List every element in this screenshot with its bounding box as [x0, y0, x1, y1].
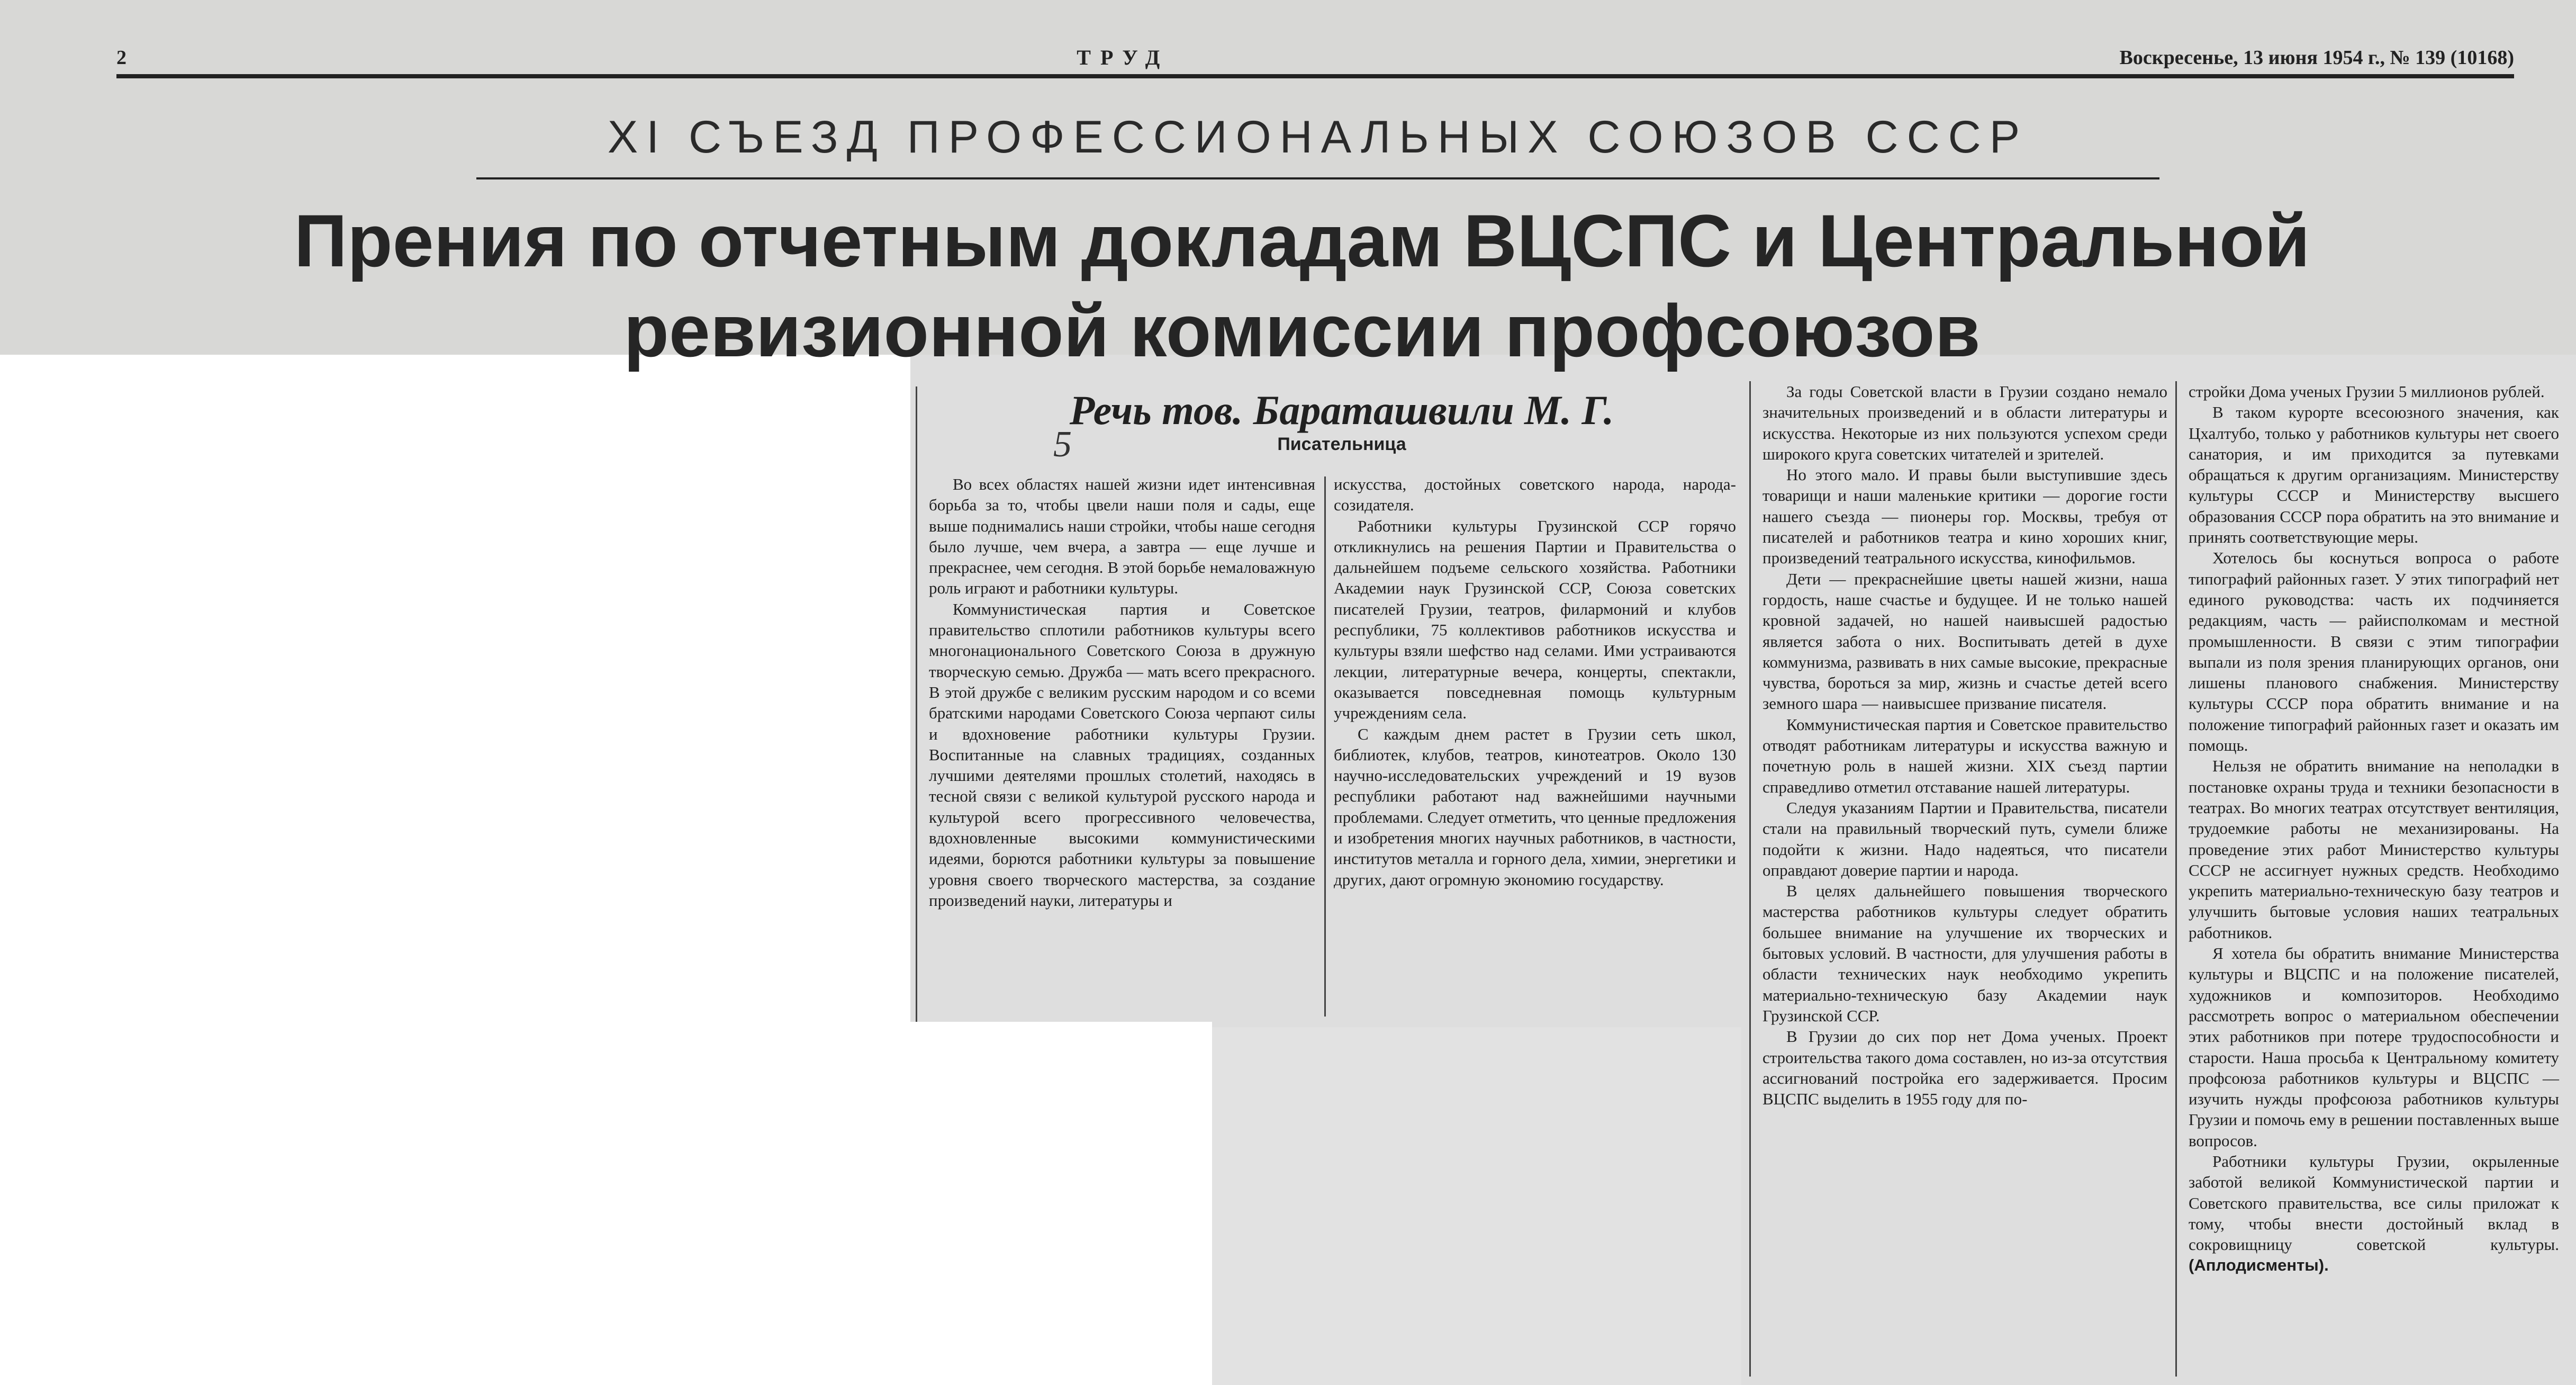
article-column-4 — [2189, 381, 2559, 1276]
dateline: Воскресенье, 13 июня 1954 г., № 139 (10168) — [2119, 46, 2514, 69]
paragraph: Я хотела бы обратить внимание Министерства культуры и ВЦСПС и на положение писателей, художников и композиторов. Необходимо рассмотреть вопрос о материальном обеспечении этих работников при потере трудоспособности и старости. Наша просьба к Центральному комитету профсоюза работников культуры и ВЦСПС — изучить нужды профсоюза работников культуры Грузии и помочь ему в решении поставленных выше вопросов. — [2189, 944, 2559, 1150]
paragraph: В таком курорте всесоюзного значения, как Цхалтубо, только у работников культуры нет своего санатория, и им приходится за путевками обращаться к другим организациям. Министерству культуры СССР и Министерству высшего образования СССР пора обратить на это внимание и принять соответствующие меры. — [2189, 403, 2559, 547]
paragraph: Во всех областях нашей жизни идет интенсивная борьба за то, чтобы цвели наши поля и сады, еще выше поднимались наши стройки, чтобы наше сегодня было лучше, чем вчера, а завтра — еще лучше и прекраснее, чем сегодня. В этой борьбе немаловажную роль играют и работники культуры. — [929, 475, 1315, 598]
section-rule — [476, 177, 2159, 179]
paragraph: Работники культуры Грузинской ССР горячо откликнулись на решения Партии и Правительства о дальнейшем подъеме сельского хозяйства. Работники Академии наук Грузинской ССР, Союза советских писателей Грузии, театров, филармоний и клубов республики, 75 коллективов работников искусства и культуры взяли шефство над селами. Ими устраиваются лекции, литературные вечера, концерты, спектакли, оказывается повседневная помощь культурным учреждениям села. — [1334, 516, 1736, 723]
applause-note: (Аплодисменты). — [2189, 1256, 2329, 1275]
paragraph: В целях дальнейшего повышения творческого мастерства работников культуры следует обратить большее внимание на улучшение их творческих и бытовых условий. В частности, для улучшения работы в области технических наук необходимо укрепить материально-техническую базу Академии наук Грузинской ССР. — [1762, 882, 2167, 1025]
article-column-1 — [929, 474, 1315, 911]
column-divider — [1324, 476, 1326, 1017]
page-number: 2 — [116, 46, 126, 69]
newspaper-header — [116, 45, 2514, 70]
column-divider — [916, 386, 917, 1022]
paragraph-final — [2189, 1151, 2559, 1276]
paragraph: искусства, достойных советского народа, народа-созидателя. — [1334, 475, 1736, 515]
paragraph: Но этого мало. И правы были выступившие здесь товарищи и наши маленькие критики — дорогие гости нашего съезда — пионеры гор. Москвы, требуя от писателей и работников театра и кино хороших книг, произведений театрального искусства, кинофильмов. — [1762, 465, 2167, 568]
column-divider — [2175, 381, 2177, 1377]
paragraph: Коммунистическая партия и Советское правительство сплотили работников культуры всего многонационального Советского Союза в дружную творческую семью. Дружба — мать всего прекрасного. В этой дружбе с великим русским народом и со всеми братскими народами Советского Союза черпают силы и вдохновение работники культуры Грузии. Воспитанные на славных традициях, созданных лучшими деятелями прошлых столетий, находясь в тесной связи с великой культурой русского народа и культурой всего прогрессивного человечества, вдохновленные высокими коммунистическими идеями, борются работники культуры за повышение уровня своего творческого мастерства, за создание произведений науки, литературы и — [929, 599, 1315, 910]
column-divider — [1749, 381, 1751, 1377]
header-rule — [116, 74, 2514, 78]
blank-area — [910, 1022, 1212, 1385]
paragraph: Нельзя не обратить внимание на неполадки в постановке охраны труда и техники безопасности в театрах. Во многих театрах отсутствует вентиляция, трудоемкие работы не механизированы. На проведение этих работ Министерство культуры СССР не ассигнует нужных средств. Необходимо укрепить материально-техническую базу театров и улучшить бытовые условия наших театральных работников. — [2189, 757, 2559, 942]
headline: Прения по отчетным докладам ВЦСПС и Центральной ревизионной комиссии профсоюзов — [294, 199, 2310, 372]
newspaper-name: ТРУД — [1077, 46, 1170, 69]
paragraph: Следуя указаниям Партии и Правительства, писатели стали на правильный творческий путь, сумели ближе подойти к жизни. Надо надеяться, что писатели оправдают доверие партии и народа. — [1762, 798, 2167, 879]
paragraph: За годы Советской власти в Грузии создано немало значительных произведений и в области литературы и искусства. Некоторые из них пользуются успехом среди широкого круга советских читателей и зрителей. — [1762, 382, 2167, 463]
article-column-3 — [1762, 381, 2167, 1109]
speech-title: Речь тов. Бараташвили М. Г. — [1069, 387, 1614, 433]
paragraph: Коммунистическая партия и Советское правительство отводят работникам литературы и искусства важную и почетную роль в нашей жизни. XIX съезд партии справедливо отметил отставание нашей литературы. — [1762, 715, 2167, 796]
paragraph: Хотелось бы коснуться вопроса о работе типографий районных газет. У этих типографий нет единого руководства: часть их подчиняется редакциям, часть — райисполкомам и местной промышленности. В связи с этим типографии выпали из поля зрения планирующих органов, они лишены планового снабжения. Министерству культуры СССР пора обратить внимание и на положение типографий районных газет и оказать им помощь. — [2189, 548, 2559, 755]
clipping-lower-strip — [1212, 1027, 1741, 1385]
handwritten-mark: 5 — [1053, 424, 1072, 465]
section-title: XI СЪЕЗД ПРОФЕССИОНАЛЬНЫХ СОЮЗОВ СССР — [607, 112, 2029, 163]
paragraph: В Грузии до сих пор нет Дома ученых. Проект строительства такого дома составлен, но из-за отсутствия ассигнований постройка его задерживается. Просим ВЦСПС выделить в 1955 году для по- — [1762, 1027, 2167, 1109]
article-column-2 — [1334, 474, 1736, 890]
paragraph: С каждым днем растет в Грузии сеть школ, библиотек, клубов, театров, кинотеатров. Около 130 научно-исследовательских учреждений и 19 вузов республики работают над важнейшими научными проблемами. Следует отметить, что ценные предложения и изобретения многих научных работников, в частности, институтов металла и горного дела, химии, энергетики и других, дают огромную экономию государству. — [1334, 724, 1736, 889]
paragraph: Дети — прекраснейшие цветы нашей жизни, наша гордость, наше счастье и будущее. И не только нашей кровной задачей, но нашей наивысшей радостью является забота о них. Воспитывать детей в духе коммунизма, развивать в них самые высокие, прекрасные чувства, бороться за мир, жизнь и счастье детей всего земного шара — наивысшее призвание писателя. — [1762, 569, 2167, 713]
author-role: Писательница — [1277, 434, 1406, 454]
paragraph: стройки Дома ученых Грузии 5 миллионов рублей. — [2189, 382, 2545, 401]
paragraph-text: Работники культуры Грузии, окрыленные заботой великой Коммунистической партии и Советского правительства, все силы приложат к тому, чтобы внести достойный вклад в сокровищницу советской культуры. — [2189, 1152, 2559, 1254]
